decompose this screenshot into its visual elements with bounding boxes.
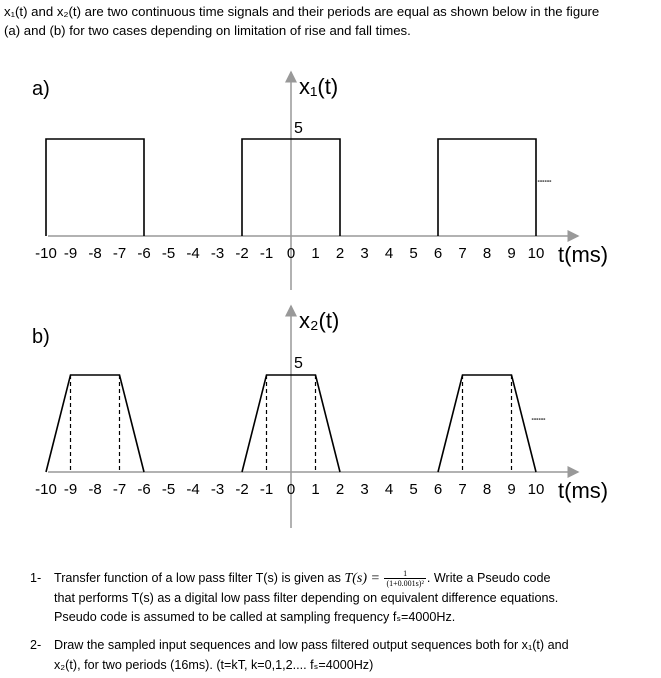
tick-label-a: 10 [527, 245, 545, 262]
tick-label-b: -2 [235, 481, 249, 498]
figure-a-tick-labels [35, 245, 544, 262]
tick-label-a: 4 [384, 245, 394, 262]
pulse-b-3 [438, 375, 536, 472]
tick-label-a: -1 [259, 245, 274, 262]
question-1-line-2: that performs T(s) as a digital low pass filter depending on equivalent difference equations. [54, 590, 559, 605]
tick-label-b: 0 [286, 481, 296, 498]
tick-label-b: 7 [458, 481, 467, 498]
tick-label-a: 2 [335, 245, 345, 262]
tick-label-b: 10 [527, 481, 545, 498]
tick-label-a: -10 [35, 245, 57, 262]
tick-label-b: 3 [360, 481, 369, 498]
figure-b-tick-labels [35, 481, 544, 498]
tick-label-b: -9 [63, 481, 78, 498]
figure-b-signal-label: x₂(t) [299, 308, 340, 333]
question-1-text-pre: Transfer function of a low pass filter T(s) is given as [54, 571, 341, 585]
figure-a-label: a) [32, 78, 50, 100]
tick-label-b: 6 [433, 481, 443, 498]
pulse-a-3 [438, 139, 536, 236]
tick-label-a: 1 [311, 245, 320, 262]
tick-label-a: 8 [482, 245, 492, 262]
tick-label-a: 7 [458, 245, 467, 262]
tick-label-b: -4 [186, 481, 200, 498]
tick-label-a: 3 [360, 245, 369, 262]
question-1-text-post: . Write a Pseudo code [426, 571, 551, 585]
question-1-number: 1- [30, 571, 42, 585]
tick-label-b: -3 [210, 481, 225, 498]
figure-a-continuation-dots: ...... [537, 171, 552, 185]
tick-label-b: 5 [409, 481, 418, 498]
transfer-function-numerator: 1 [384, 569, 425, 579]
pulse-a-1 [46, 139, 144, 236]
tick-label-b: -8 [88, 481, 102, 498]
pulse-b-1 [46, 375, 144, 472]
transfer-function-denominator: (1+0.001s)² [386, 579, 424, 589]
figure-a-axis-unit: t(ms) [558, 242, 609, 267]
tick-label-b: -6 [137, 481, 151, 498]
tick-label-b: 2 [335, 481, 345, 498]
tick-label-a: 6 [433, 245, 443, 262]
tick-label-b: -10 [35, 481, 57, 498]
tick-label-a: -9 [63, 245, 78, 262]
transfer-function-fraction [384, 569, 425, 588]
question-1-line-3: Pseudo code is assumed to be called at sampling frequency fₛ=4000Hz. [54, 610, 456, 624]
figure-b-amplitude-label: 5 [294, 355, 303, 372]
transfer-function-lhs: T(s) = [344, 571, 380, 586]
tick-label-a: 0 [286, 245, 296, 262]
tick-label-b: -1 [259, 481, 274, 498]
question-1-line-1 [54, 569, 659, 589]
figure-b-axis-unit: t(ms) [558, 478, 609, 503]
question-2-line-2: x₂(t), for two periods (16ms). (t=kT, k=0,1,2.... fₛ=4000Hz) [54, 657, 374, 672]
tick-label-b: 4 [384, 481, 394, 498]
tick-label-a: -2 [235, 245, 249, 262]
tick-label-a: -4 [186, 245, 200, 262]
tick-label-b: 1 [311, 481, 320, 498]
figure-a [32, 72, 608, 290]
figure-a-amplitude-label: 5 [294, 120, 303, 137]
tick-label-b: -7 [112, 481, 127, 498]
tick-label-a: 5 [409, 245, 418, 262]
figure-b [32, 306, 608, 528]
question-2-line-1: Draw the sampled input sequences and low pass filtered output sequences both for x₁(t) and [54, 638, 569, 652]
figure-b-label: b) [32, 326, 50, 348]
tick-label-a: -5 [161, 245, 176, 262]
tick-label-a: -7 [112, 245, 127, 262]
intro-line-2: (a) and (b) for two cases depending on limitation of rise and fall times. [4, 23, 411, 38]
question-2-number: 2- [30, 638, 42, 652]
tick-label-a: -6 [137, 245, 151, 262]
tick-label-a: -8 [88, 245, 102, 262]
tick-label-a: -3 [210, 245, 225, 262]
tick-label-a: 9 [507, 245, 516, 262]
tick-label-b: 9 [507, 481, 516, 498]
figure-a-signal-label: x₁(t) [299, 74, 339, 99]
intro-line-1: x₁(t) and x₂(t) are two continuous time signals and their periods are equal as shown below in the figure [4, 4, 600, 19]
figure-b-continuation-dots: ...... [531, 409, 546, 423]
tick-label-b: -5 [161, 481, 176, 498]
tick-label-b: 8 [482, 481, 492, 498]
